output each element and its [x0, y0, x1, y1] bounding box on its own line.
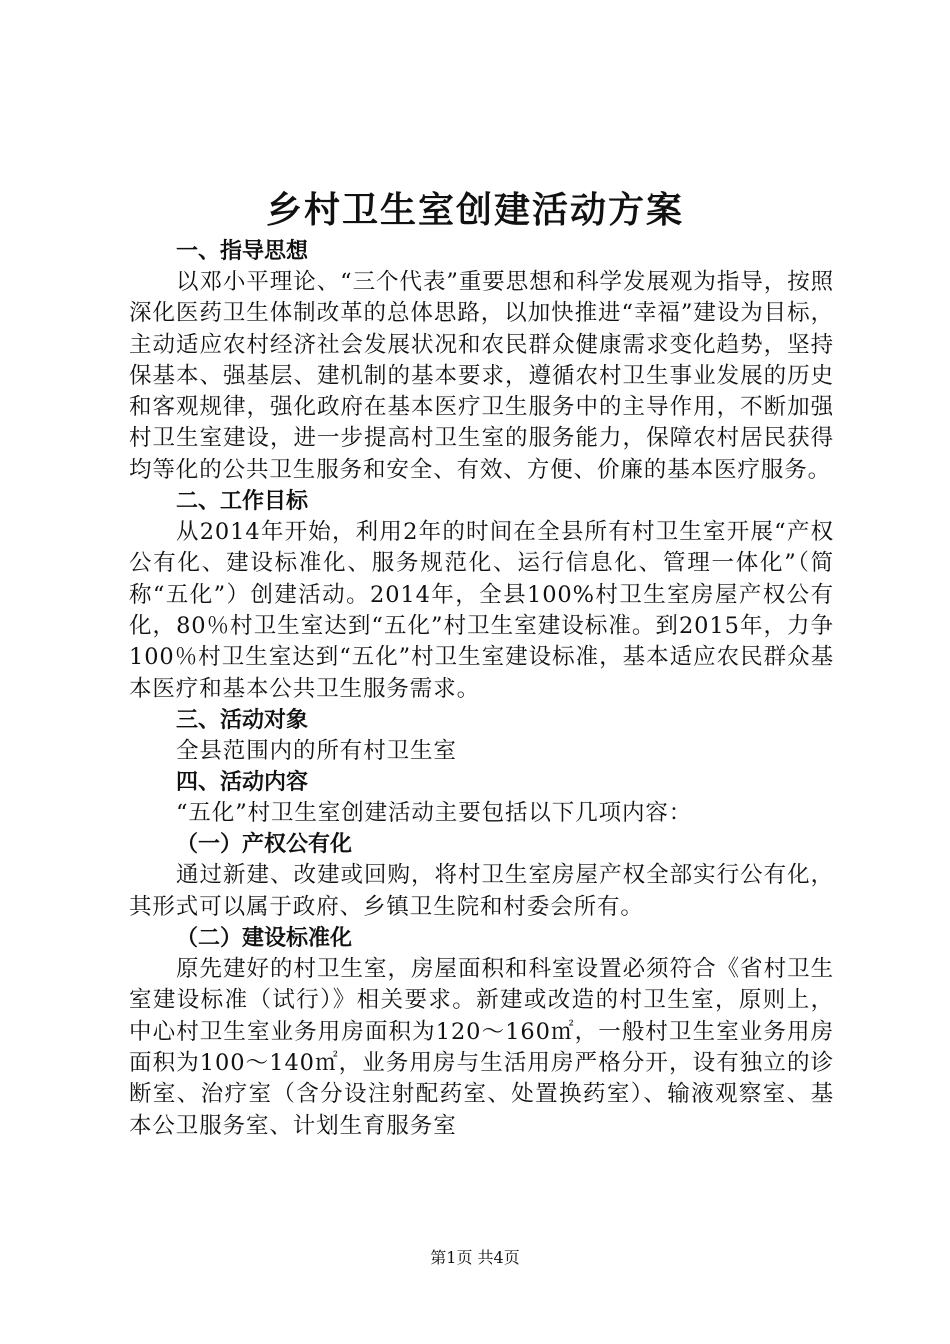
- page-footer: 第1页 共4页: [430, 1248, 520, 1267]
- paragraph-public-ownership: 通过新建、改建或回购，将村卫生室房屋产权全部实行公有化，其形式可以属于政府、乡镇卫生院和村委会所有。: [129, 862, 834, 920]
- paragraph-activity-targets: 全县范围内的所有村卫生室: [176, 737, 457, 764]
- paragraph-standardized-construction: 原先建好的村卫生室，房屋面积和科室设置必须符合《省村卫生室建设标准（试行）》相关要求。新建或改造的村卫生室，原则上，中心村卫生室业务用房面积为120～160㎡，一般村卫生室业务用房面积为100～140㎡，业务用房与生活用房严格分开，设有独立的诊断室、治疗室（含分设注射配药室、处置换药室）、输液观察室、基本公卫服务室、计划生育服务室: [129, 956, 834, 1139]
- section-heading-work-goals: 二、工作目标: [176, 489, 309, 515]
- subsection-heading-standardized-construction: （二）建设标准化: [176, 926, 353, 952]
- document-title: 乡村卫生室创建活动方案: [265, 189, 684, 231]
- subsection-heading-public-ownership: （一）产权公有化: [176, 832, 353, 858]
- section-heading-activity-targets: 三、活动对象: [176, 707, 309, 733]
- paragraph-guiding-ideology: 以邓小平理论、“三个代表”重要思想和科学发展观为指导，按照深化医药卫生体制改革的总体思路，以加快推进“幸福”建设为目标，主动适应农村经济社会发展状况和农民群众健康需求变化趋势，坚持保基本、强基层、建机制的基本要求，遵循农村卫生事业发展的历史和客观规律，强化政府在基本医疗卫生服务中的主导作用，不断加强村卫生室建设，进一步提高村卫生室的服务能力，保障农村居民获得均等化的公共卫生服务和安全、有效、方便、价廉的基本医疗服务。: [129, 269, 834, 483]
- section-heading-guiding-ideology: 一、指导思想: [176, 239, 309, 264]
- section-heading-activity-content: 四、活动内容: [176, 770, 309, 796]
- paragraph-activity-content: “五化”村卫生室创建活动主要包括以下几项内容：: [176, 800, 693, 827]
- document-body: [129, 236, 834, 1142]
- paragraph-work-goals: 从2014年开始，利用2年的时间在全县所有村卫生室开展“产权公有化、建设标准化、服务规范化、运行信息化、管理一体化”（简称“五化”）创建活动。2014年，全县100%村卫生室房屋产权公有化，80％村卫生室达到“五化”村卫生室建设标准。到2015年，力争100％村卫生室达到“五化”村卫生室建设标准，基本适应农民群众基本医疗和基本公共卫生服务需求。: [129, 519, 834, 702]
